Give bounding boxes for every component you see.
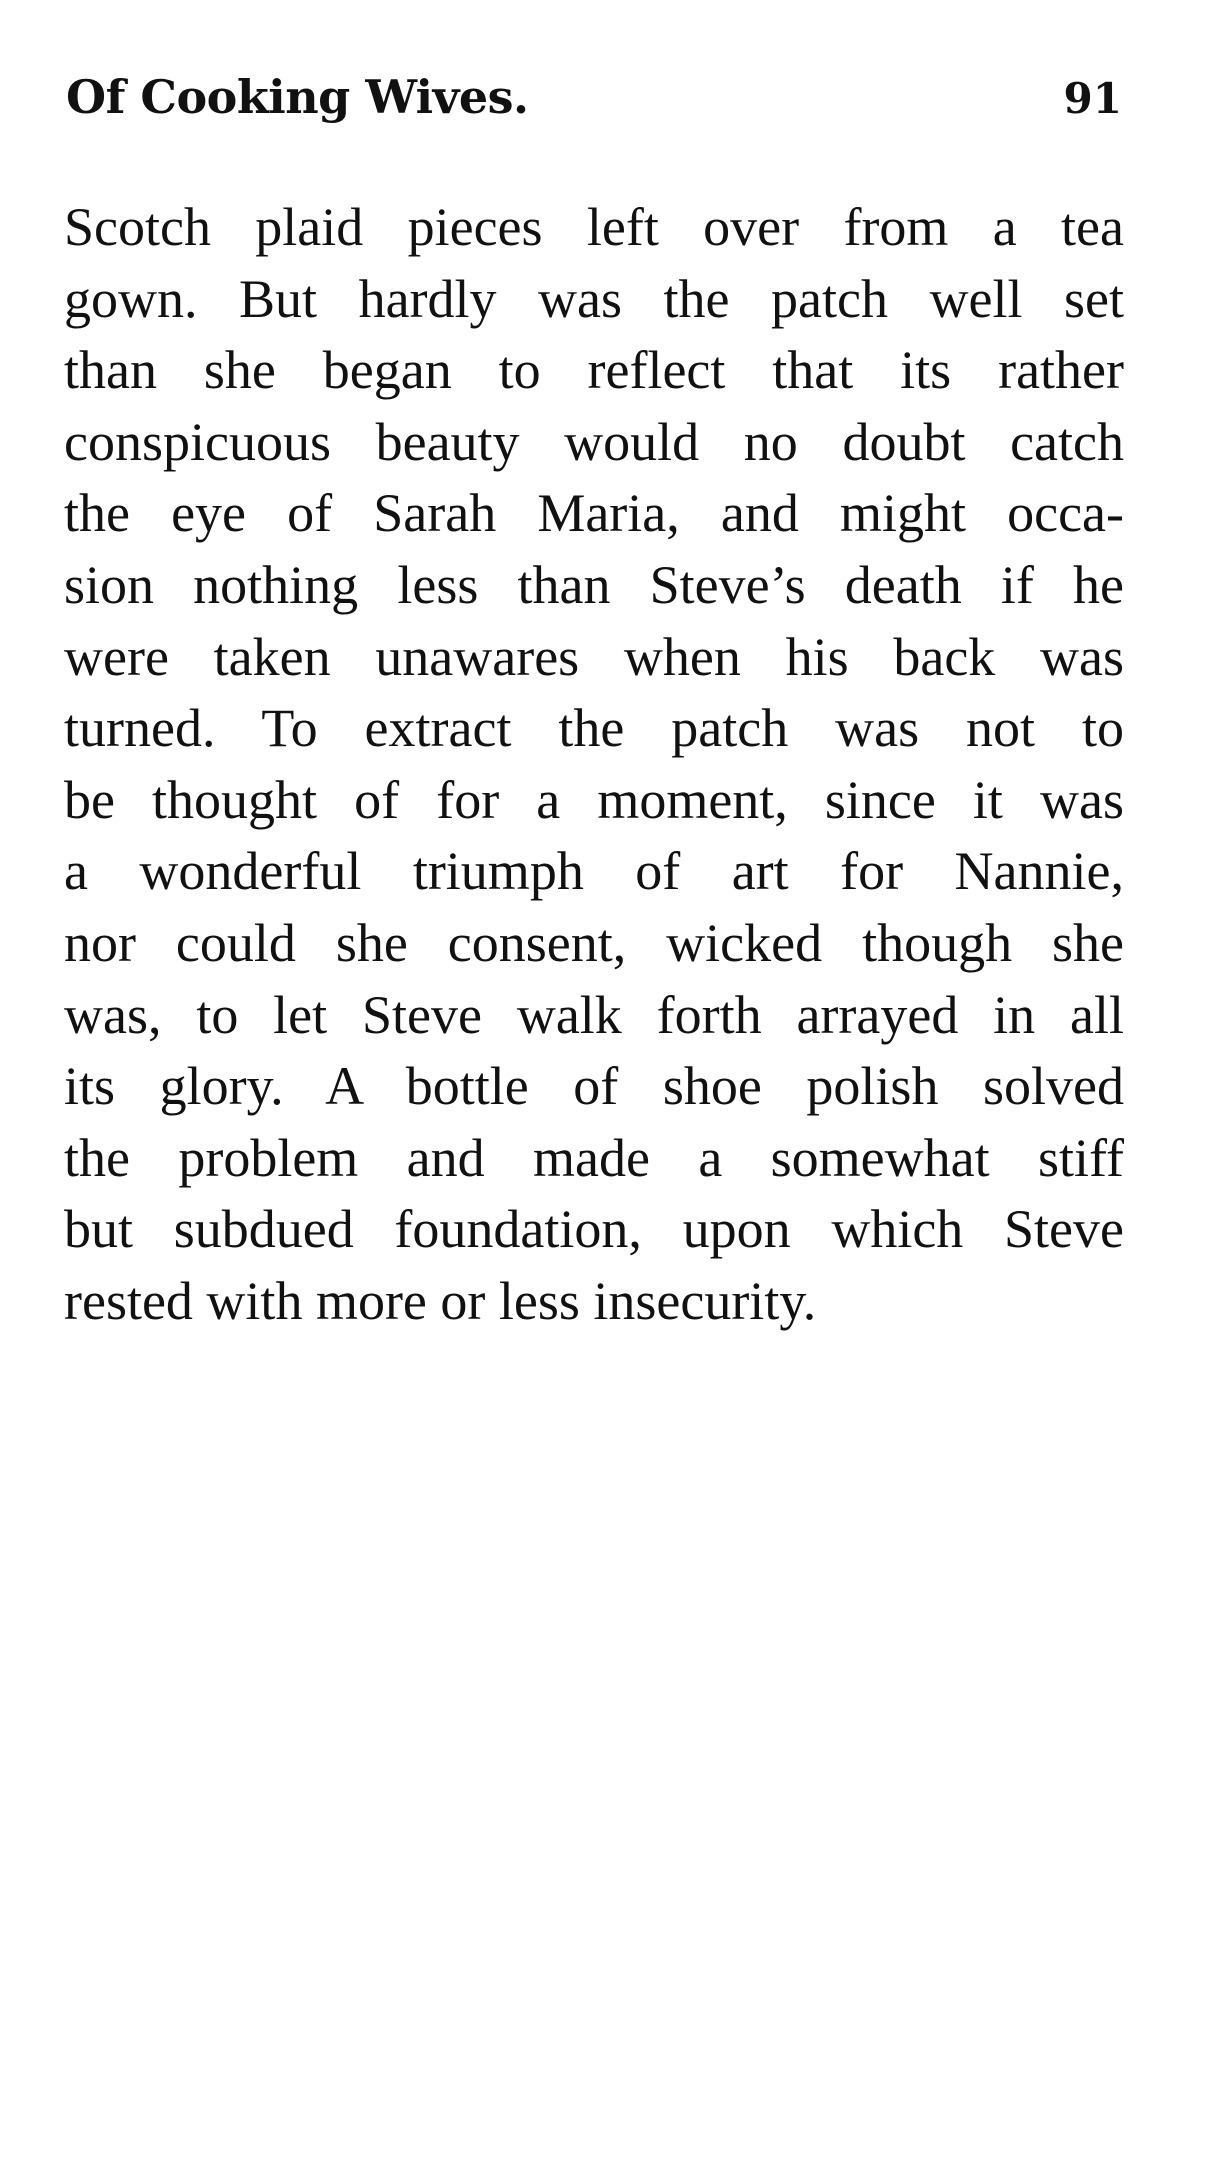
text-line-last: rested with more or less insecurity. (64, 1270, 817, 1331)
text-line: conspicuous beauty would no doubt catch (64, 411, 1124, 472)
text-line: gown. But hardly was the patch well set (64, 268, 1124, 329)
text-line: than she began to reflect that its rather (64, 340, 1124, 401)
text-line: were taken unawares when his back was (64, 626, 1124, 687)
text-line: turned. To extract the patch was not to (64, 698, 1124, 759)
text-line: but subdued foundation, upon which Steve (64, 1199, 1124, 1260)
running-title: Of Cooking Wives. (66, 70, 529, 124)
text-line: a wonderful triumph of art for Nannie, (64, 841, 1124, 902)
text-line: Scotch plaid pieces left over from a tea (64, 197, 1124, 257)
running-head (66, 70, 1122, 140)
text-line: be thought of for a moment, since it was (64, 769, 1124, 830)
body-paragraph (64, 192, 1124, 1338)
text-line: the eye of Sarah Maria, and might occa- (64, 483, 1124, 544)
text-line: the problem and made a somewhat stiff (64, 1127, 1124, 1188)
page-number: 91 (1063, 74, 1122, 123)
text-line: its glory. A bottle of shoe polish solved (64, 1056, 1124, 1117)
text-line: was, to let Steve walk forth arrayed in all (64, 984, 1124, 1045)
text-line: sion nothing less than Steve’s death if he (64, 554, 1124, 615)
text-line: nor could she consent, wicked though she (64, 912, 1124, 973)
